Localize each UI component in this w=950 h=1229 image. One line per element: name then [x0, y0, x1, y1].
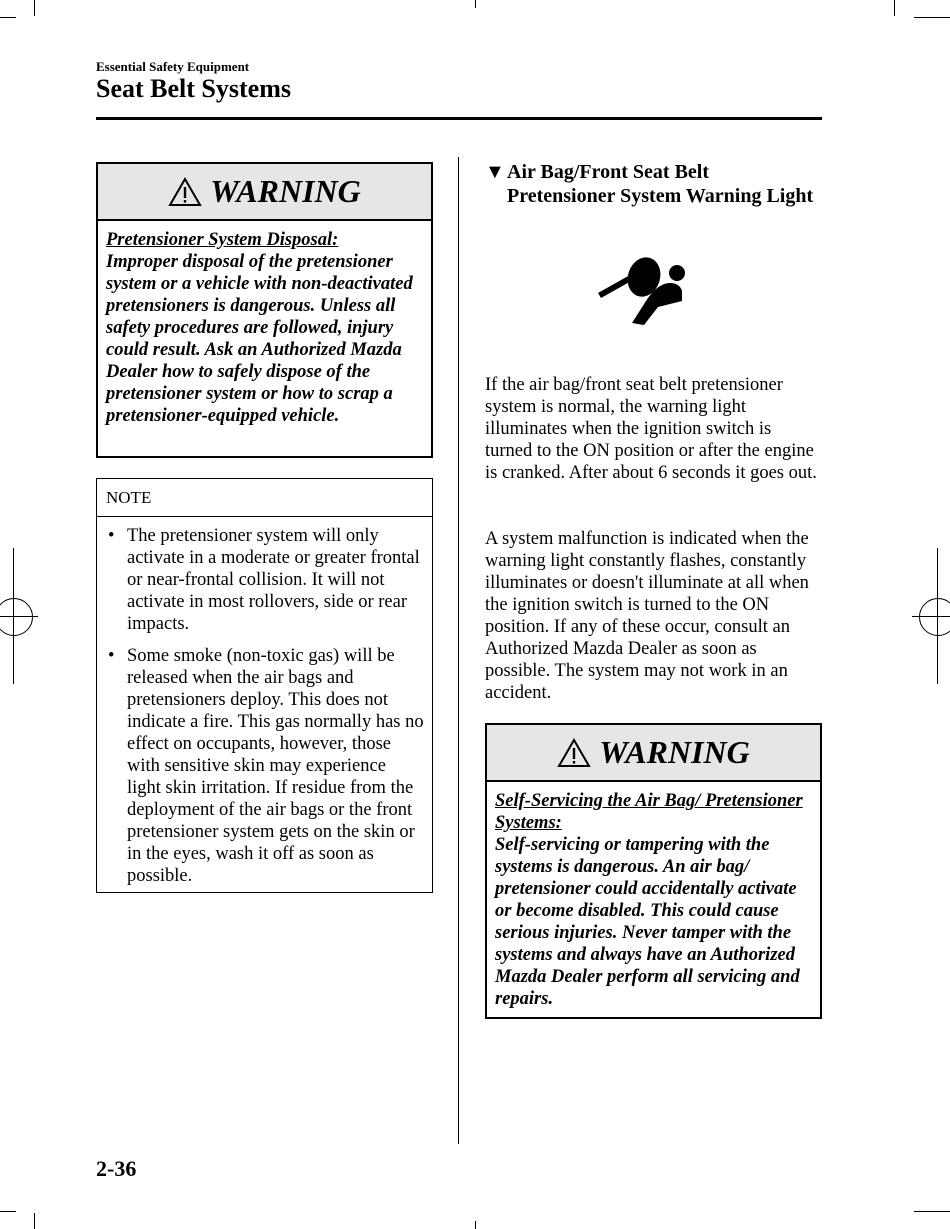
warning-subhead: Pretensioner System Disposal:	[106, 230, 339, 250]
warning-triangle-icon	[557, 738, 591, 768]
warning-body	[98, 221, 431, 435]
note-item	[108, 645, 424, 887]
warning-title: WARNING	[599, 734, 750, 770]
title-rule	[96, 117, 822, 120]
registration-mark	[919, 598, 950, 636]
crop-mark	[0, 1211, 16, 1212]
page-title: Seat Belt Systems	[96, 74, 291, 103]
crop-mark	[34, 0, 35, 16]
crop-mark	[34, 1213, 35, 1229]
section-marker-icon: ▼	[485, 161, 505, 183]
note-item	[108, 525, 424, 635]
warning-text: Improper disposal of the pretensioner system or a vehicle with non-deactivated pretensioners is dangerous. Unless all safety procedures are followed, injury could result. Ask an Authorized Mazda Dealer how to safely dispose of the pretensioner system or how to scrap a pretensioner-equipped vehicle.	[106, 252, 413, 426]
bullet-icon: •	[108, 526, 115, 546]
note-title: NOTE	[97, 479, 432, 517]
crop-mark	[894, 0, 895, 16]
airbag-warning-light-icon	[596, 255, 690, 327]
warning-box-self-servicing	[485, 723, 822, 1019]
paragraph-normal-operation: If the air bag/front seat belt pretensioner system is normal, the warning light illuminates when the ignition switch is turned to the ON position or after the engine is cranked. After about 6 seconds it goes out.	[485, 375, 817, 483]
warning-box-disposal	[96, 162, 433, 458]
crop-mark	[914, 1211, 950, 1212]
note-list	[97, 517, 432, 887]
heading-line-2: Pretensioner System Warning Light	[507, 185, 814, 207]
column-divider	[458, 157, 459, 1144]
warning-header	[487, 725, 820, 782]
note-item-text: Some smoke (non-toxic gas) will be released when the air bags and pretensioners deploy. This does not indicate a fire. This gas normally has no effect on occupants, however, those with sensitive skin may experience light skin irritation. If residue from the deployment of the air bags or the front pretensioner system gets on the skin or in the eyes, wash it off as soon as possible.	[127, 646, 424, 886]
warning-title: WARNING	[210, 173, 361, 209]
crop-mark	[914, 17, 950, 18]
warning-subhead: Self-Servicing the Air Bag/ Pretensioner Systems:	[495, 791, 803, 833]
paragraph-malfunction: A system malfunction is indicated when the warning light constantly flashes, constantly illuminates or doesn't illuminate at all when the ignition switch is turned to the ON position. If any of these occur, consult an Authorized Mazda Dealer as soon as possible. The system may not work in an accident.	[485, 529, 809, 703]
warning-triangle-icon	[168, 177, 202, 207]
crop-mark	[475, 0, 476, 8]
subsection-heading	[485, 160, 813, 208]
warning-text: Self-servicing or tampering with the systems is dangerous. An air bag/ pretensioner could accidentally activate or become disabled. This could cause serious injuries. Never tamper with the systems and always have an Authorized Mazda Dealer perform all servicing and repairs.	[495, 835, 800, 1009]
warning-header	[98, 164, 431, 221]
section-label: Essential Safety Equipment	[96, 59, 250, 74]
note-box	[96, 478, 433, 893]
page-number: 2-36	[96, 1156, 137, 1181]
registration-mark	[0, 598, 33, 636]
heading-line-1: Air Bag/Front Seat Belt	[507, 161, 710, 183]
note-item-text: The pretensioner system will only activate in a moderate or greater frontal or near-frontal collision. It will not activate in most rollovers, side or rear impacts.	[127, 526, 420, 634]
crop-mark	[0, 17, 16, 18]
bullet-icon: •	[108, 646, 115, 666]
warning-body	[487, 782, 820, 1018]
crop-mark	[475, 1221, 476, 1229]
